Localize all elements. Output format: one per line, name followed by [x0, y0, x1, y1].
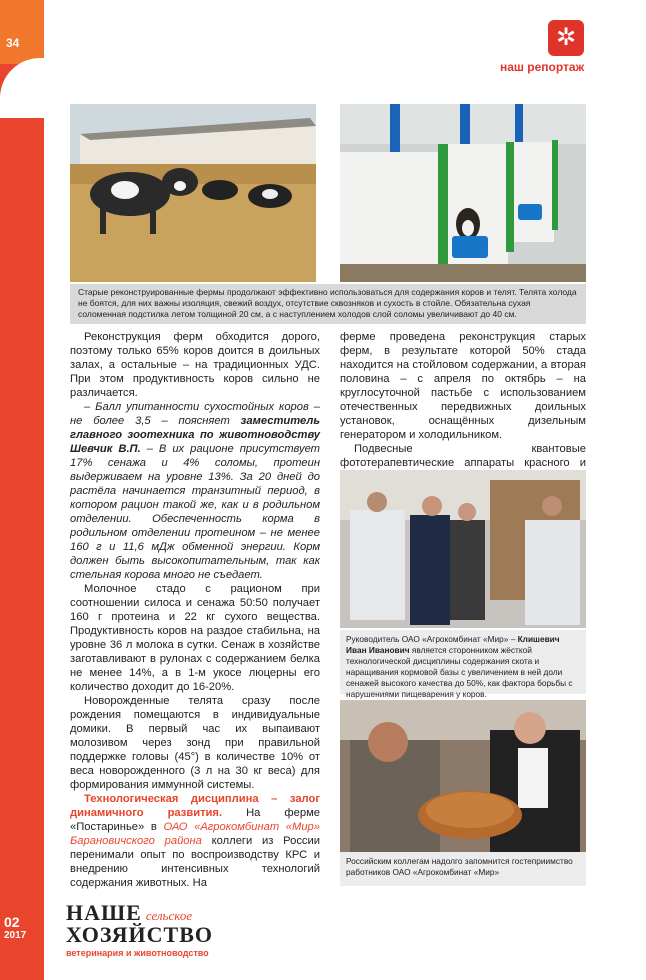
paragraph-2	[70, 400, 320, 582]
paragraph-3: Молочное стадо с рационом при соотношении силоса и сенажа 50:50 получает 160 г протеина и 22 кг сухого вещества. Продуктивность коров на раздое стабильна, на уровне 36 л молока в сутки. Сенаж в хозяйстве заготавливают в рулонах с содержанием белка не менее 14%, а в 1-м укосе люцерны его количество доходит до 16-20%.	[70, 583, 320, 693]
right-paragraph-2: Подвесные квантовые фототерапевтические аппараты красного и	[340, 443, 586, 469]
magazine-line2: ХОЗЯЙСТВО	[66, 922, 214, 947]
page-number-top: 34	[6, 36, 20, 50]
paragraph-5-rest: коллеги из России перенимали опыт по воспроизводству КРС и внедрению интенсивных технологий содержания животных. На	[70, 835, 321, 889]
year: 2017	[4, 930, 27, 941]
snowflake-logo-icon: ✲	[548, 20, 584, 56]
section-rubric: наш репортаж	[500, 60, 585, 74]
company-name: ОАО «Агрокомбинат «Мир» Барановичского района	[70, 821, 320, 847]
magazine-line1b: сельское	[145, 908, 193, 923]
paragraph-4: Новорожденные телята сразу после рождения помещаются в индивидуальные домики. В первый час их выпаивают молозивом через зонд при правильной поддержке головы (45°) в количестве 10% от веса новорожденного (3 л на 30 кг веса) для формирования иммунной системы.	[70, 695, 320, 791]
quote-rest: – В их рационе присутствует 17% сенажа и 4% соломы, протеин выдерживаем на уровне 13%. За 20 дней до растёла начинается транзитный период, в котором рацион такой же, как и в родильном отделении. Обеспеченность корма в родильном отделении протеином – не менее 160 г и 11,6 мДж обменной энергии. Корм должен быть высокопитательным, так как стельная корова много не съедает.	[70, 443, 320, 581]
quote-author: заместитель главного зоотехника по животноводству Шевчик В.П.	[70, 415, 320, 455]
photo-barn-cows	[70, 104, 316, 282]
page-sidebar	[0, 0, 44, 980]
section-heading: Технологическая дисциплина – залог динамичного развития.	[70, 793, 320, 819]
issue: 02	[4, 914, 20, 930]
paragraph-5-start: На ферме «Постаринье» в	[70, 807, 320, 833]
issue-number	[4, 914, 26, 941]
sidebar-top-band	[0, 0, 44, 64]
magazine-line1: НАШЕ	[66, 900, 142, 925]
caption-middle-rest: является сторонником жёсткой технологической дисциплины содержания скота и наращивания кормовой базы с увеличением в ней доли сенажей высокого качества до 50%, как фактора борьбы с нарушениями пищеварения у коров.	[346, 645, 573, 699]
quote-start: – Балл упитанности сухостойных коров – не более 3,5 – поясняет	[70, 401, 320, 427]
photo-hospitality	[340, 700, 586, 852]
article-left-column	[70, 330, 320, 890]
caption-middle	[340, 630, 586, 699]
magazine-logo	[66, 900, 213, 958]
magazine-line3: ветеринария и животноводство	[66, 948, 209, 958]
photo-calf-pens	[340, 104, 586, 282]
photo-visitors	[340, 470, 586, 628]
right-paragraph-1: ферме проведена реконструкция старых ферм, в результате которой 50% стада находится на стойловом содержании, а вторая половина – с апреля по октябрь – на круглосуточной пастьбе с использованием отечественных передвижных доильных установок, оснащённых дизельным генератором и холодильником.	[340, 331, 586, 441]
paragraph-5	[70, 792, 320, 890]
caption-top: Старые реконструированные фермы продолжают эффективно использоваться для содержания коров и телят. Телята холода не боятся, для них важны изоляция, свежий воздух, отсутствие сквозняков и сухость в стойле. Обязательна сухая соломенная подстилка летом толщиной 20 см, а с наступлением холодов слой соломы увеличивают до 40 см.	[70, 284, 586, 324]
paragraph-1: Реконструкция ферм обходится дорого, поэтому только 65% коров доится в доильных залах, а остальные – на традиционных УДС. При этом продуктивность коров сильно не различается.	[70, 331, 320, 399]
caption-middle-start: Руководитель ОАО «Агрокомбинат «Мир» –	[346, 634, 518, 644]
caption-middle-name: Клишевич Иван Иванович	[346, 634, 560, 655]
article-right-column	[340, 330, 586, 484]
caption-bottom: Российским коллегам надолго запомнится гостеприимство работников ОАО «Агрокомбинат «Мир»	[340, 852, 586, 886]
